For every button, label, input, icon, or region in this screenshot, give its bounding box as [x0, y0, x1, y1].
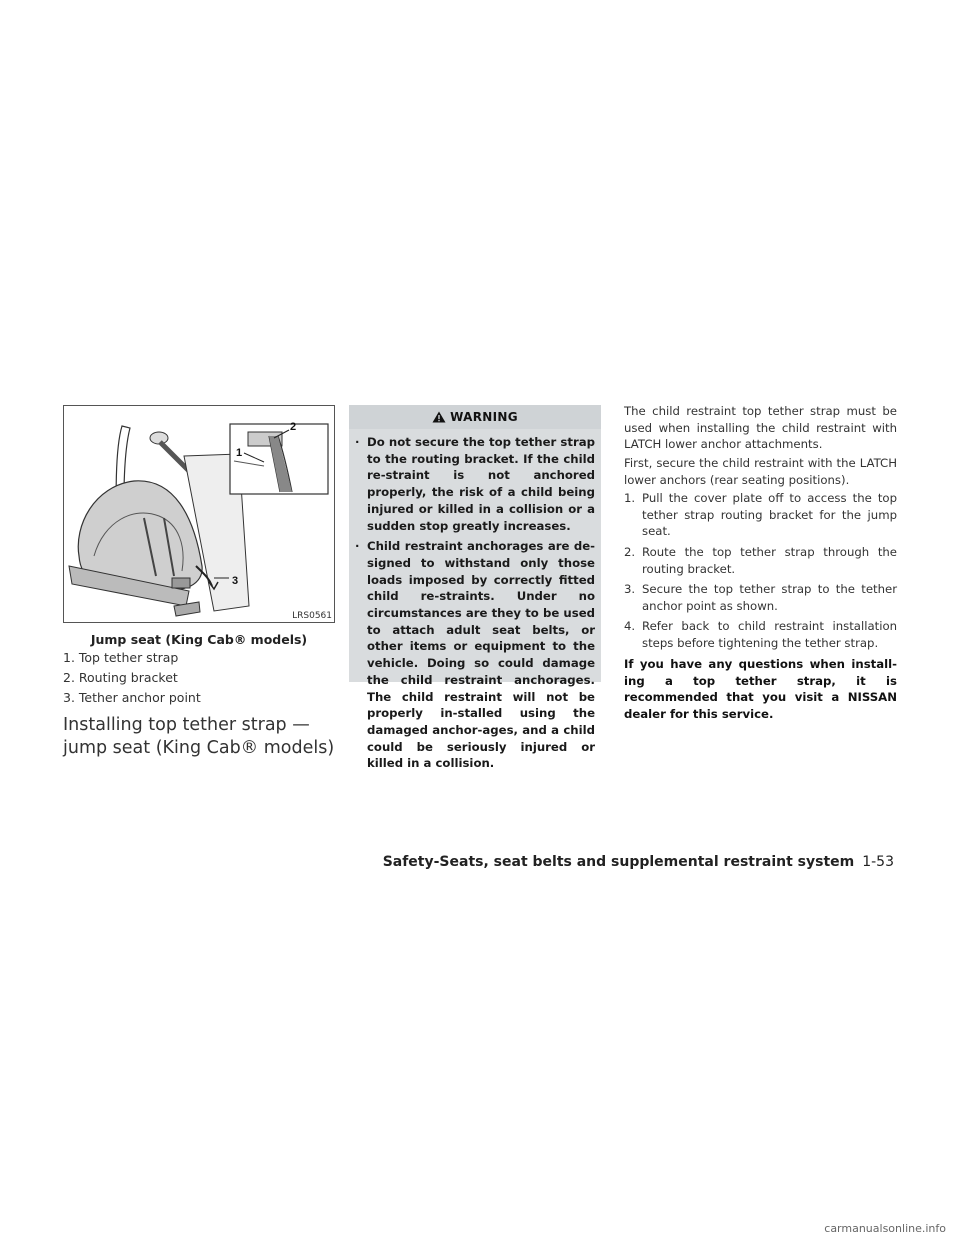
warning-title: WARNING: [450, 410, 518, 424]
warning-item: [349, 538, 601, 772]
legend-item: 1. Top tether strap: [63, 650, 179, 665]
step-item: [624, 490, 897, 540]
bullet-dot-icon: ·: [355, 539, 360, 554]
footer-chapter-title: Safety-Seats, seat belts and supplemental restraint system: [382, 854, 855, 870]
step-text: Secure the top tether strap to the tether anchor point as shown.: [642, 582, 897, 613]
watermark: carmanualsonline.info: [824, 1222, 946, 1235]
step-number: 3.: [624, 582, 636, 596]
callout-1: 1: [236, 447, 243, 459]
intro-paragraph: The child restraint top tether strap must be used when installing the child restraint with LATCH lower anchor attachments.: [624, 404, 897, 452]
step-number: 1.: [624, 491, 636, 505]
figure-code: LRS0561: [292, 611, 332, 621]
warning-list: [349, 434, 601, 776]
step-number: 4.: [624, 619, 636, 633]
warning-item-text: Do not secure the top tether strap to the routing bracket. If the child re-straint is not anchored properly, the risk of a child being injured or killed in a collision or a sudden stop greatly increases.: [367, 435, 595, 533]
child-seat-drawing: [64, 406, 334, 622]
figure-illustration: [63, 405, 335, 623]
warning-header: [349, 405, 601, 429]
dealer-note: If you have any questions when install-ing a top tether strap, it is recommended that you visit a NISSAN dealer for this service.: [624, 657, 897, 722]
section-title: Installing top tether strap — jump seat (King Cab® models): [63, 715, 335, 758]
callout-2: 2: [290, 421, 297, 433]
step-item: [624, 544, 897, 577]
figure-caption: Jump seat (King Cab® models): [90, 632, 308, 647]
step-item: [624, 618, 897, 651]
step-item: [624, 581, 897, 614]
latch-paragraph: First, secure the child restraint with the LATCH lower anchors (rear seating positions).: [624, 456, 897, 487]
warning-triangle-icon: [432, 411, 446, 423]
page-number: 1-53: [862, 854, 894, 870]
warning-box: [349, 405, 601, 771]
step-text: Refer back to child restraint installation steps before tightening the tether strap.: [642, 619, 897, 650]
step-text: Route the top tether strap through the routing bracket.: [642, 545, 897, 576]
warning-item-text: Child restraint anchorages are de-signed to withstand only those loads imposed by correctly fitted child re-straints. Under no circumstances are they to be used to attach adult seat belts, or other items or equipment to the vehicle. Doing so could damage the child restraint anchorages. The child restraint will not be properly in-stalled using the damaged anchor-ages, and a child could be seriously injured or killed in a collision.: [367, 539, 595, 771]
warning-item: [349, 434, 601, 534]
callout-3: 3: [232, 575, 239, 587]
legend-item: 3. Tether anchor point: [63, 690, 201, 705]
step-text: Pull the cover plate off to access the top tether strap routing bracket for the jump seat.: [642, 491, 897, 539]
bullet-dot-icon: ·: [355, 435, 360, 449]
step-number: 2.: [624, 545, 636, 559]
legend-item: 2. Routing bracket: [63, 670, 178, 685]
page-footer: [383, 854, 894, 870]
